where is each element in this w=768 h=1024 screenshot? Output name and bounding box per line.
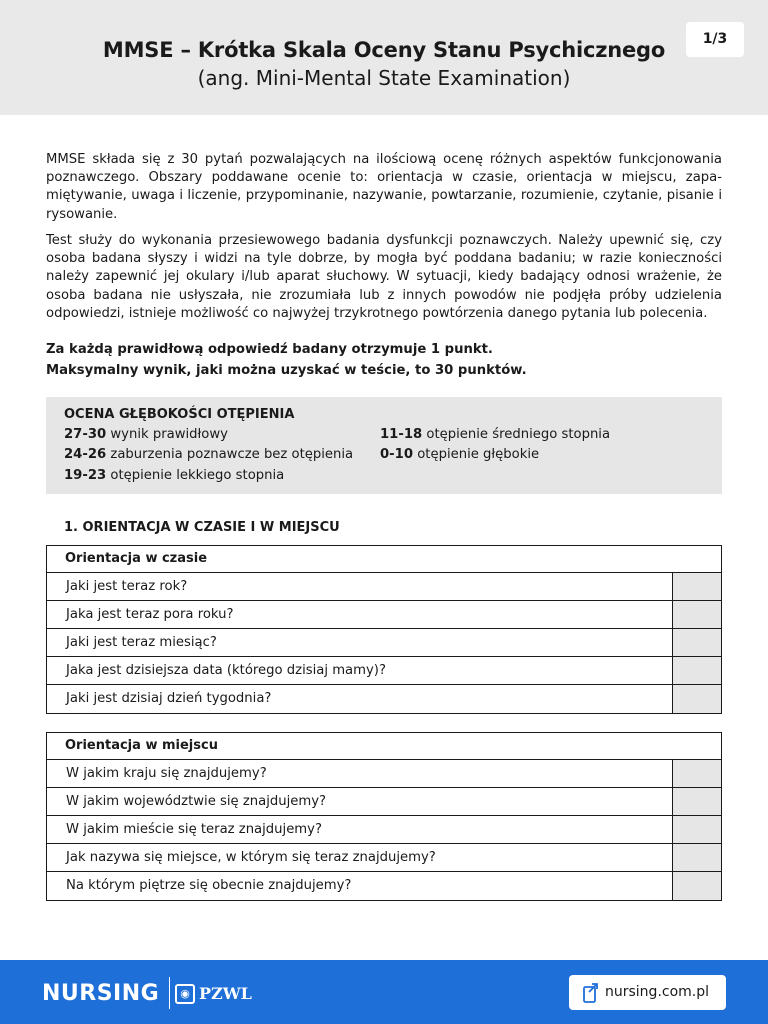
score-label: otępienie lekkiego stopnia [110,468,285,483]
score-cell[interactable] [672,872,721,900]
dementia-scoring-box [46,397,722,494]
table-row [47,844,721,872]
score-label: otępienie głębokie [417,447,540,462]
score-range-item [64,427,228,442]
score-cell[interactable] [672,788,721,815]
website-text: nursing.com.pl [605,984,710,1000]
score-range-item [380,447,539,462]
score-cell[interactable] [672,629,721,656]
score-cell[interactable] [672,685,721,713]
logo-divider [169,977,170,1009]
score-cell[interactable] [672,844,721,871]
pzwl-logo-icon: ◉ [175,984,195,1004]
table-row [47,788,721,816]
score-range: 24-26 [64,447,107,462]
score-range-item [64,468,284,483]
question-text: Jaki jest dzisiaj dzień tygodnia? [66,691,272,706]
header-band [0,0,768,115]
table-row [47,816,721,844]
score-range-item [380,427,610,442]
question-text: W jakim mieście się teraz znajdujemy? [66,822,322,837]
nursing-logo: NURSING [42,981,160,1006]
score-range: 0-10 [380,447,414,462]
score-cell[interactable] [672,573,721,600]
table-header: Orientacja w miejscu [47,733,721,760]
pzwl-logo: PZWL [199,984,252,1003]
table-row [47,573,721,601]
max-score-rule: Maksymalny wynik, jaki można uzyskać w teście, to 30 punktów. [46,363,527,378]
question-text: Jaka jest teraz pora roku? [66,607,234,622]
intro-paragraph-2: Test służy do wykonania przesiewowego badania dysfunkcji poznawczych. Należy upewnić się, czy osoba badana słyszy i widzi na tyle dobrze, by mogła być poddana badaniu; w razie konieczności należy zapewnić jej okulary i/lub aparat słuchowy. W sytuacji, kiedy badający odnosi wrażenie, że osoba badana nie usłyszała, nie zrozumiała lub z innych powodów nie podjęła próby udzielenia odpowiedzi, istnieje możliwość co najwyżej trzykrotnego powtórzenia danego pytania lub polecenia. [46,233,722,321]
scoring-box-title: OCENA GŁĘBOKOŚCI OTĘPIENIA [64,407,295,422]
question-text: Jaki jest teraz rok? [66,579,188,594]
question-text: Jaka jest dzisiejsza data (którego dzisiaj mamy)? [66,663,386,678]
score-range: 11-18 [380,427,423,442]
page-subtitle: (ang. Mini-Mental State Examination) [197,66,571,90]
question-text: W jakim kraju się znajdujemy? [66,766,267,781]
website-link[interactable] [569,975,726,1010]
table-row [47,685,721,713]
question-text: Jaki jest teraz miesiąc? [66,635,217,650]
table-header: Orientacja w czasie [47,546,721,573]
question-text: W jakim województwie się znajdujemy? [66,794,327,809]
section-heading-orientation: 1. ORIENTACJA W CZASIE I W MIEJSCU [64,520,340,535]
score-cell[interactable] [672,601,721,628]
table-row [47,629,721,657]
score-range-item [64,447,353,462]
score-cell[interactable] [672,657,721,684]
table-row [47,657,721,685]
score-range: 19-23 [64,468,107,483]
score-label: zaburzenia poznawcze bez otępienia [110,447,354,462]
orientation-time-table [46,545,722,714]
score-cell[interactable] [672,816,721,843]
scoring-rule: Za każdą prawidłową odpowiedź badany otrzymuje 1 punkt. [46,342,493,357]
external-link-icon [583,982,599,1003]
score-range: 27-30 [64,427,107,442]
score-label: wynik prawidłowy [110,427,228,442]
orientation-place-table [46,732,722,901]
question-text: Na którym piętrze się obecnie znajdujemy? [66,878,352,893]
page-title: MMSE – Krótka Skala Oceny Stanu Psychicznego [102,38,666,62]
score-cell[interactable] [672,760,721,787]
score-label: otępienie średniego stopnia [426,427,611,442]
question-text: Jak nazywa się miejsce, w którym się teraz znajdujemy? [66,850,436,865]
table-row [47,760,721,788]
page-number-badge: 1/3 [686,22,744,57]
intro-paragraph-1: MMSE składa się z 30 pytań pozwalających na ilościową ocenę różnych aspektów funkcjonowania poznawczego. Obszary poddawane ocenie to: orientacja w czasie, orientacja w miejscu, zapa-miętywanie, uwaga i liczenie, przypominanie, nazywanie, powtarzanie, rozumienie, czytanie, pisanie i rysowanie. [46,152,722,222]
table-row [47,601,721,629]
table-row [47,872,721,900]
